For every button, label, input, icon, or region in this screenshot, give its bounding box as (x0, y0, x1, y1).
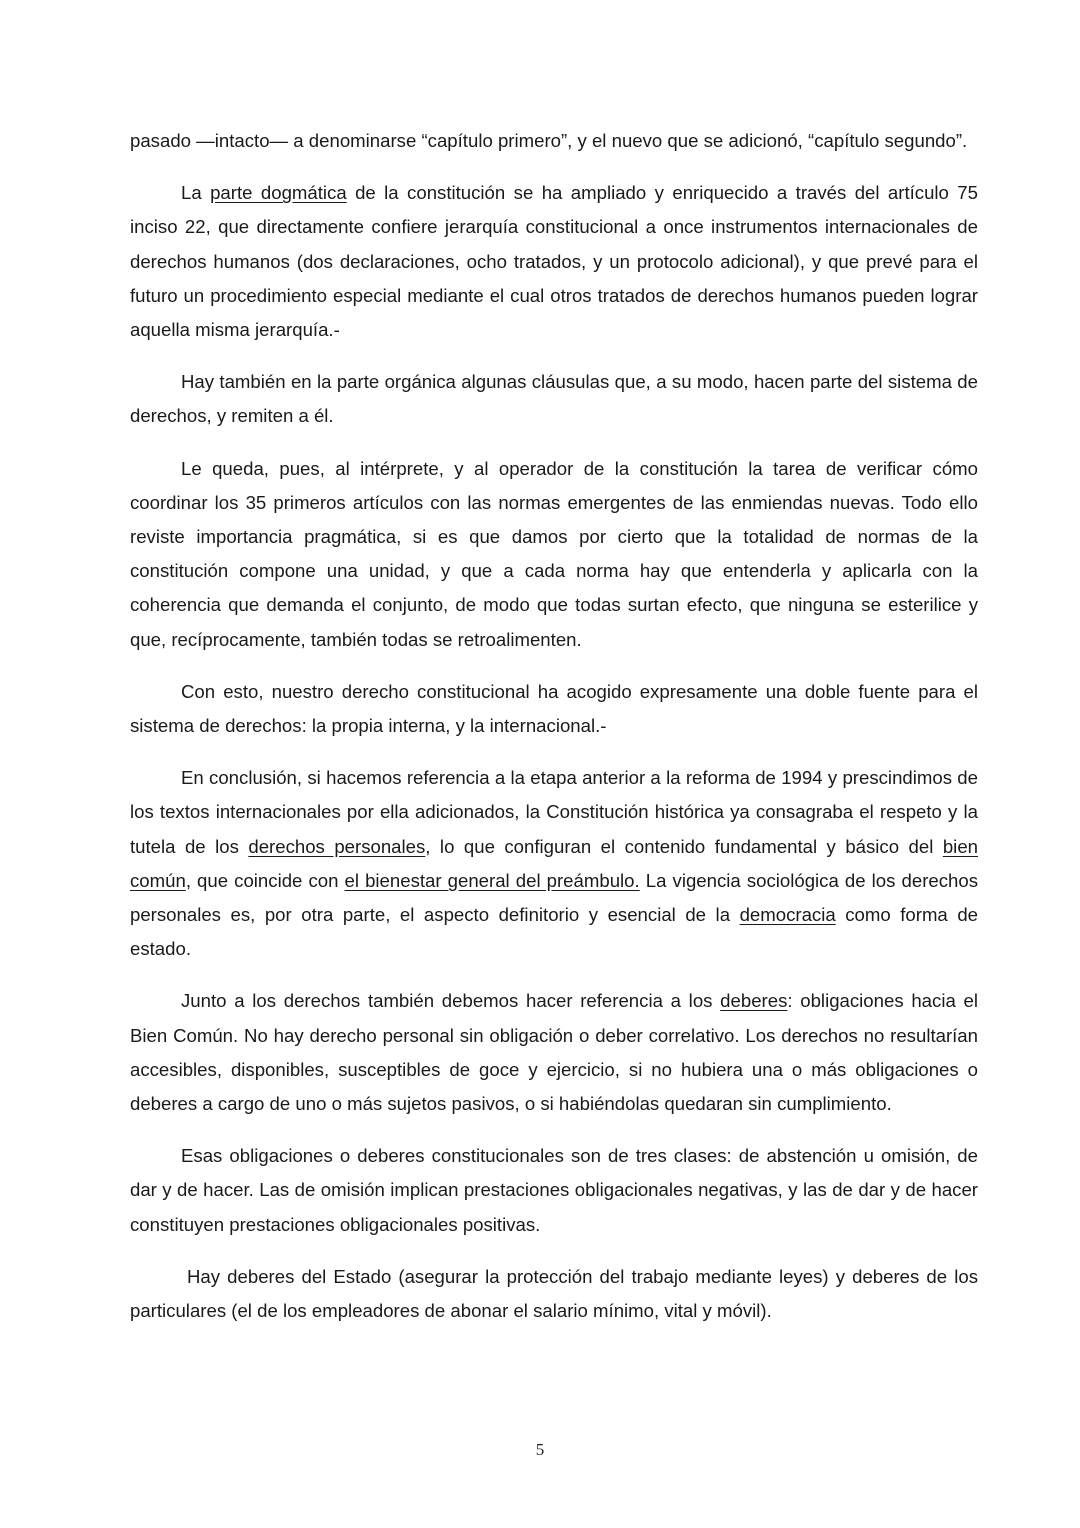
underlined-term-democracia: democracia (739, 904, 836, 926)
paragraph-4-text: Le queda, pues, al intérprete, y al operador de la constitución la tarea de verificar cómo coordinar los 35 primeros artículos con las normas emergentes de las enmiendas nuevas. Todo ello reviste importancia pragmática, si es que damos por cierto que la totalidad de normas de la constitución compone una unidad, y que a cada norma hay que entenderla y aplicarla con la coherencia que demanda el conjunto, de modo que todas surtan efecto, que ninguna se esterilice y que, recíprocamente, también todas se retroalimenten. (130, 457, 978, 650)
paragraph-6-part-d: La vigencia sociológica de los derechos personales es, por otra parte, el aspecto definitorio y esencial de la (130, 869, 978, 926)
underlined-term-derechos-personales: derechos personales (248, 835, 426, 857)
paragraph-7-lead: Junto a los derechos también debemos hacer referencia a los (181, 990, 721, 1012)
paragraph-1-text: pasado —intacto— a denominarse “capítulo primero”, y el nuevo que se adicionó, “capítulo segundo”. (130, 130, 968, 151)
paragraph-1 (130, 124, 978, 158)
paragraph-6-part-b: , lo que configuran el contenido fundamental y básico del (425, 835, 943, 857)
paragraph-3 (130, 365, 978, 433)
paragraph-6-part-e: como forma de estado. (130, 904, 978, 960)
underlined-term-deberes: deberes (720, 990, 788, 1012)
paragraph-9-text: Hay deberes del Estado (asegurar la protección del trabajo mediante leyes) y deberes de los particulares (el de los empleadores de abonar el salario mínimo, vital y móvil). (130, 1265, 978, 1322)
paragraph-8-text: Esas obligaciones o deberes constitucionales son de tres clases: de abstención u omisión, de dar y de hacer. Las de omisión implican prestaciones obligacionales negativas, y las de dar y de hacer constituyen prestaciones obligacionales positivas. (130, 1145, 978, 1235)
document-body (130, 124, 978, 1346)
paragraph-7-body: : obligaciones hacia el Bien Común. No hay derecho personal sin obligación o deber correlativo. Los derechos no resultarían accesibles, disponibles, susceptibles de goce y ejercicio, si no hubiera una o más obligaciones o deberes a cargo de uno o más sujetos pasivos, o si habiéndolas quedaran sin cumplimiento. (130, 990, 978, 1115)
underlined-term-parte-dogmatica: parte dogmática (210, 182, 347, 204)
paragraph-6 (130, 761, 978, 966)
underlined-term-bien-comun: bien común (130, 835, 978, 891)
paragraph-2-body: de la constitución se ha ampliado y enriquecido a través del artículo 75 inciso 22, que directamente confiere jerarquía constitucional a once instrumentos internacionales de derechos humanos (dos declaraciones, ocho tratados, y un protocolo adicional), y que prevé para el futuro un procedimiento especial mediante el cual otros tratados de derechos humanos pueden lograr aquella misma jerarquía.- (130, 182, 978, 341)
paragraph-7 (130, 984, 978, 1121)
paragraph-8 (130, 1139, 978, 1242)
paragraph-4 (130, 452, 978, 657)
paragraph-2 (130, 176, 978, 347)
page-number: 5 (535, 1440, 545, 1459)
paragraph-6-part-c: , que coincide con (185, 869, 345, 891)
paragraph-3-text: Hay también en la parte orgánica algunas cláusulas que, a su modo, hacen parte del sistema de derechos, y remiten a él. (130, 371, 978, 427)
paragraph-5 (130, 675, 978, 743)
paragraph-9 (130, 1260, 978, 1328)
paragraph-6-part-a: En conclusión, si hacemos referencia a la etapa anterior a la reforma de 1994 y prescindimos de los textos internacionales por ella adicionados, la Constitución histórica ya consagraba el respeto y la tutela de los (130, 767, 978, 857)
underlined-term-bienestar-general: el bienestar general del preámbulo. (344, 869, 640, 891)
paragraph-2-lead: La (181, 182, 211, 204)
paragraph-5-text: Con esto, nuestro derecho constitucional ha acogido expresamente una doble fuente para el sistema de derechos: la propia interna, y la internacional.- (130, 680, 978, 737)
